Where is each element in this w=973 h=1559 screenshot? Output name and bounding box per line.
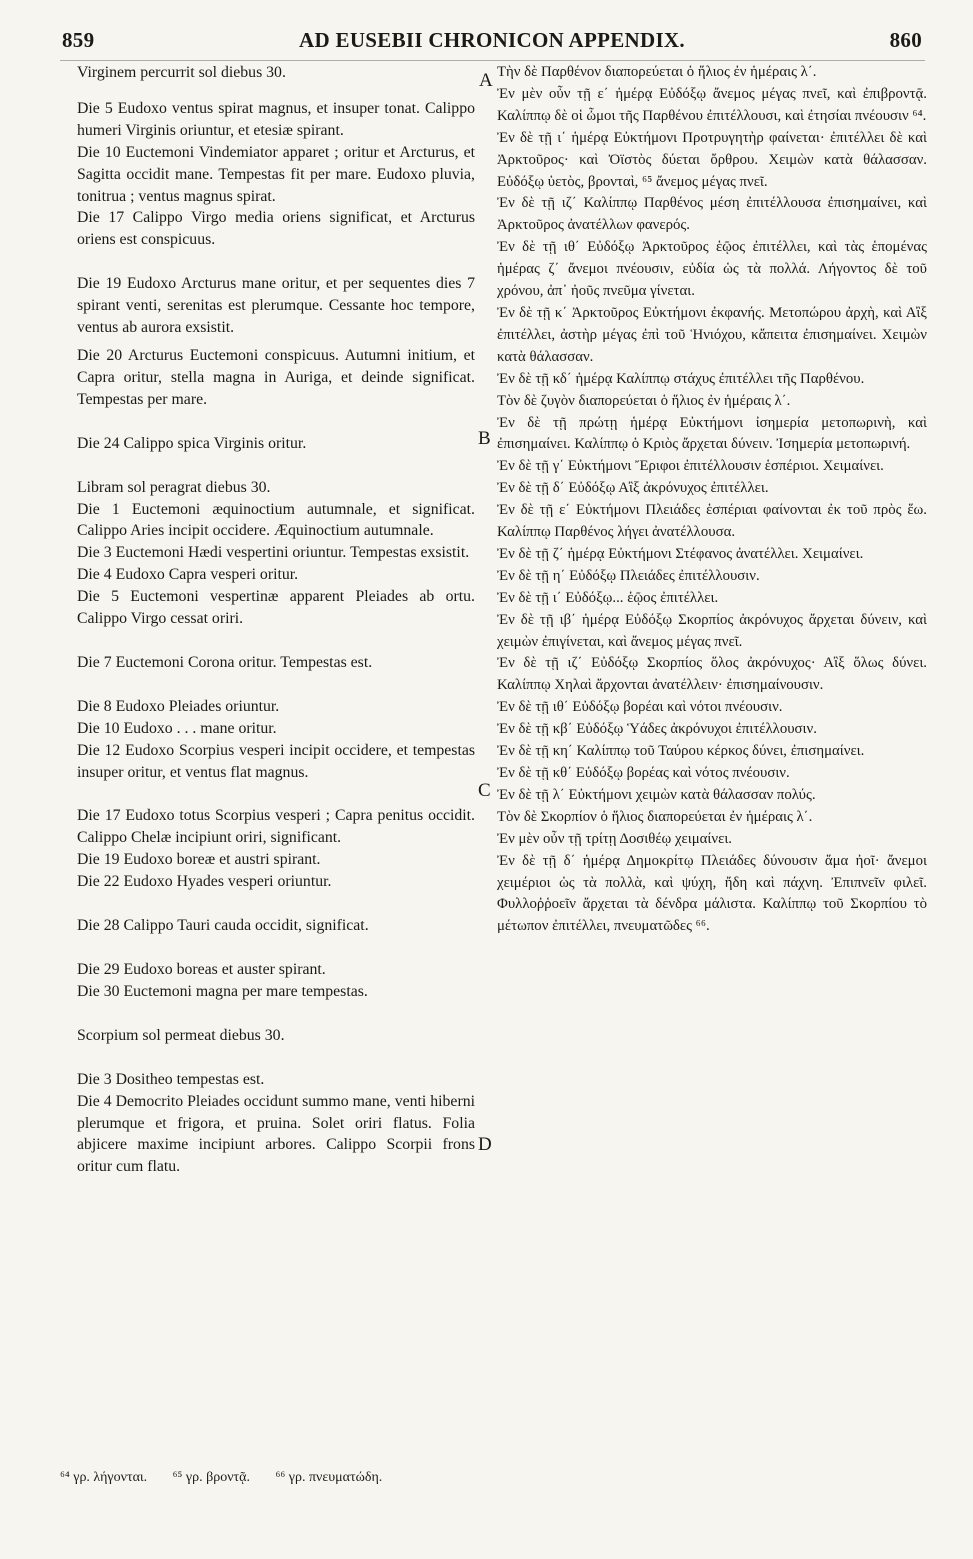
latin-paragraph: Die 4 Eudoxo Capra vesperi oritur. xyxy=(77,566,299,584)
greek-paragraph: Ἐν δὲ τῇ ε΄ Εὐκτήμονι Πλειάδες ἑσπέριαι φαίνονται ἐκ τοῦ πρὸς ἕω. Καλίππῳ Παρθένος λήγει ἀνατέλλουσα. xyxy=(497,502,927,541)
footnote: ⁶⁴ γρ. λήγονται. xyxy=(60,1470,148,1485)
greek-paragraph: Ἐν δὲ τῇ κθ΄ Εὐδόξῳ βορέας καὶ νότος πνέουσιν. xyxy=(497,765,790,781)
latin-paragraph: Scorpium sol permeat diebus 30. xyxy=(77,1026,285,1044)
latin-paragraph: Die 22 Eudoxo Hyades vesperi oriuntur. xyxy=(77,873,332,891)
section-marker-b: B xyxy=(478,428,491,449)
greek-paragraph: Τὸν δὲ ζυγὸν διαπορεύεται ὁ ἥλιος ἐν ἡμέραις λ΄. xyxy=(497,392,791,409)
greek-paragraph: Ἐν δὲ τῇ ιβ΄ ἡμέρᾳ Εὐδόξῳ Σκορπίος ἀκρόνυχος ἄρχεται δύνειν, καὶ χειμὼν ἐπιγίνεται, καὶ ἄνεμος μέγας πνεῖ. xyxy=(497,611,927,650)
latin-paragraph: Die 30 Euctemoni magna per mare tempestas. xyxy=(77,982,368,1000)
latin-paragraph: Die 17 Eudoxo totus Scorpius vesperi ; Capra penitus occidit. Calippo Chelæ incipiunt oriri, significant. xyxy=(77,807,475,847)
latin-paragraph: Die 3 Euctemoni Hædi vespertini oriuntur. Tempestas exsistit. xyxy=(77,544,470,562)
latin-paragraph: Die 7 Euctemoni Corona oritur. Tempestas est. xyxy=(77,653,373,671)
latin-paragraph: Die 28 Calippo Tauri cauda occidit, significat. xyxy=(77,917,369,935)
greek-paragraph: Τὴν δὲ Παρθένον διαπορεύεται ὁ ἥλιος ἐν ἡμέραις λ΄. xyxy=(497,64,817,80)
footnote: ⁶⁶ γρ. πνευματώδη. xyxy=(275,1470,383,1485)
greek-paragraph: Ἐν δὲ τῇ δ΄ Εὐδόξῳ Αἲξ ἀκρόνυχος ἐπιτέλλει. xyxy=(497,480,769,497)
footnotes xyxy=(60,1468,660,1488)
latin-paragraph: Die 3 Dositheo tempestas est. xyxy=(77,1070,265,1088)
latin-paragraph: Die 17 Calippo Virgo media oriens significat, et Arcturus oriens est conspicuus. xyxy=(77,209,475,249)
greek-paragraph: Ἐν δὲ τῇ ιθ΄ Εὐδόξῳ Ἀρκτοῦρος ἑῷος ἐπιτέλλει, καὶ τὰς ἑπομένας ἡμέρας ζ΄ ἄνεμοι πνέουσιν, εὐδία ὡς τὰ πολλά. Λήγοντος δὲ τοῦ χρόνου, ἀπ᾽ ἠοῦς πνεῦμα γίνεται. xyxy=(497,239,927,300)
greek-paragraph: Ἐν δὲ τῇ ι΄ ἡμέρᾳ Εὐκτήμονι Προτρυγητὴρ φαίνεται· ἐπιτέλλει δὲ καὶ Ἀρκτοῦρος· καὶ Ὀϊστὸς δύεται ὄρθρου. Χειμὼν κατὰ θάλασσαν. Εὐδόξῳ ὑετὸς, βρονταὶ, ⁶⁵ ἄνεμος μέγας πνεῖ. xyxy=(497,129,927,190)
latin-paragraph: Die 5 Eudoxo ventus spirat magnus, et insuper tonat. Calippo humeri Virginis oriuntur, et etesiæ spirant. xyxy=(77,99,475,139)
greek-paragraph: Ἐν δὲ τῇ κη΄ Καλίππῳ τοῦ Ταύρου κέρκος δύνει, ἐπισημαίνει. xyxy=(497,743,865,760)
page-number-right: 860 xyxy=(889,28,922,52)
greek-paragraph: Ἐν δὲ τῇ κδ΄ ἡμέρᾳ Καλίππῳ στάχυς ἐπιτέλλει τῆς Παρθένου. xyxy=(497,370,865,387)
greek-paragraph: Ἐν δὲ τῇ ι΄ Εὐδόξῳ... ἑῷος ἐπιτέλλει. xyxy=(497,589,719,606)
page-title: AD EUSEBII CHRONICON APPENDIX. xyxy=(299,28,685,52)
greek-paragraph: Τὸν δὲ Σκορπίον ὁ ἥλιος διαπορεύεται ἐν ἡμέραις λ΄. xyxy=(497,808,813,825)
latin-paragraph: Virginem percurrit sol diebus 30. xyxy=(77,64,286,81)
greek-paragraph: Ἐν μὲν οὖν τῇ τρίτῃ Δοσιθέῳ χειμαίνει. xyxy=(497,830,732,847)
footnote: ⁶⁵ γρ. βροντᾷ. xyxy=(172,1470,251,1485)
greek-paragraph: Ἐν δὲ τῇ κβ΄ Εὐδόξῳ Ὑάδες ἀκρόνυχοι ἐπιτέλλουσιν. xyxy=(497,721,817,738)
latin-paragraph: Die 10 Euctemoni Vindemiator apparet ; oritur et Arcturus, et Sagitta occidit mane. Tempestas fit per mare. Eudoxo pluvia, tonitrua ; ventus magnus spirat. xyxy=(77,143,475,205)
latin-paragraph: Die 19 Eudoxo Arcturus mane oritur, et per sequentes dies 7 spirant venti, serenitas est plerumque. Cessante hoc tempore, ventus ab aurora exsistit. xyxy=(77,275,475,337)
latin-paragraph: Die 5 Euctemoni vespertinæ apparent Pleiades ab ortu. Calippo Virgo cessat oriri. xyxy=(77,588,475,628)
greek-paragraph: Ἐν δὲ τῇ η΄ Εὐδόξῳ Πλειάδες ἐπιτέλλουσιν. xyxy=(497,567,760,584)
greek-paragraph: Ἐν μὲν οὖν τῇ ε΄ ἡμέρᾳ Εὐδόξῳ ἄνεμος μέγας πνεῖ, καὶ ἐπιβροντᾷ. Καλίππῳ δὲ οἱ ὦμοι τῆς Παρθένου ἐπιτέλλουσι, καὶ ἐτησίαι πνέουσιν ⁶⁴. xyxy=(497,85,927,124)
greek-paragraph: Ἐν δὲ τῇ ιζ΄ Καλίππῳ Παρθένος μέση ἐπιτέλλουσα ἐπισημαίνει, καὶ Ἀρκτοῦρος ἀνατέλλων φανερός. xyxy=(497,195,927,234)
greek-paragraph: Ἐν δὲ τῇ ζ΄ ἡμέρᾳ Εὐκτήμονι Στέφανος ἀνατέλλει. Χειμαίνει. xyxy=(497,545,864,562)
page-number-left: 859 xyxy=(62,28,95,52)
latin-column xyxy=(77,62,475,1178)
latin-paragraph: Die 20 Arcturus Euctemoni conspicuus. Autumni initium, et Capra oritur, stella magna in Auriga, et deinde significat. Tempestas per mare. xyxy=(77,346,475,408)
section-marker-d: D xyxy=(478,1134,492,1155)
latin-paragraph: Die 29 Eudoxo boreas et auster spirant. xyxy=(77,961,326,978)
greek-paragraph: Ἐν δὲ τῇ γ΄ Εὐκτήμονι Ἔριφοι ἐπιτέλλουσιν ἑσπέριοι. Χειμαίνει. xyxy=(497,458,884,475)
latin-paragraph: Libram sol peragrat diebus 30. xyxy=(77,478,271,496)
latin-paragraph: Die 24 Calippo spica Virginis oritur. xyxy=(77,434,307,452)
greek-paragraph: Ἐν δὲ τῇ δ΄ ἡμέρᾳ Δημοκρίτῳ Πλειάδες δύνουσιν ἅμα ἠοῖ· ἄνεμοι χειμέριοι ὡς τὰ πολλὰ, καὶ ψύχη, ἤδη καὶ πάχνη. Ἐπιπνεῖν φιλεῖ. Φυλλοῤῥοεῖν ἄρχεται τὰ δένδρα μάλιστα. Καλίππῳ τοῦ Σκορπίου τὸ μέτωπον ἐπιτέλλει, πνευματῶδες ⁶⁶. xyxy=(497,852,927,935)
latin-paragraph: Die 19 Eudoxo boreæ et austri spirant. xyxy=(77,851,321,869)
greek-paragraph: Ἐν δὲ τῇ ιθ΄ Εὐδόξῳ βορέαι καὶ νότοι πνέουσιν. xyxy=(497,699,783,716)
greek-paragraph: Ἐν δὲ τῇ κ΄ Ἀρκτοῦρος Εὐκτήμονι ἐκφανής. Μετοπώρου ἀρχὴ, καὶ Αἲξ ἐπιτέλλει, ἀστὴρ μέγας ἐπὶ τοῦ Ἡνιόχου, κἄπειτα ἐπισημαίνει. Χειμὼν κατὰ θάλασσαν. xyxy=(497,304,927,365)
latin-paragraph: Die 4 Democrito Pleiades occidunt summo mane, venti hiberni plerumque et frigora, et pruina. Solet oriri flatus. Folia abjicere maxime incipiunt arbores. Calippo Scorpii frons oritur cum flatu. xyxy=(77,1092,475,1176)
greek-paragraph: Ἐν δὲ τῇ πρώτῃ ἡμέρᾳ Εὐκτήμονι ἰσημερία μετοπωρινὴ, καὶ ἐπισημαίνει. Καλίππῳ ὁ Κριὸς ἄρχεται δύνειν. Ἰσημερία μετοπωρινή. xyxy=(497,414,927,453)
latin-paragraph: Die 1 Euctemoni æquinoctium autumnale, et significat. Calippo Aries incipit occidere. Æquinoctium autumnale. xyxy=(77,500,475,540)
section-marker-c: C xyxy=(478,780,491,801)
latin-paragraph: Die 12 Eudoxo Scorpius vesperi incipit occidere, et tempestas insuper oritur, et ventus flat magnus. xyxy=(77,741,475,781)
greek-paragraph: Ἐν δὲ τῇ λ΄ Εὐκτήμονι χειμὼν κατὰ θάλασσαν πολύς. xyxy=(497,786,816,803)
greek-column xyxy=(497,62,927,938)
section-marker-a: A xyxy=(479,70,493,91)
latin-paragraph: Die 8 Eudoxo Pleiades oriuntur. xyxy=(77,697,280,715)
latin-paragraph: Die 10 Eudoxo . . . mane oritur. xyxy=(77,719,277,737)
running-header xyxy=(62,28,922,58)
header-rule xyxy=(60,60,925,61)
greek-paragraph: Ἐν δὲ τῇ ιζ΄ Εὐδόξῳ Σκορπίος ὅλος ἀκρόνυχος· Αἲξ ὅλως δύνει. Καλίππῳ Χηλαὶ ἄρχονται ἀνατέλλειν· ἐπισημαίνουσιν. xyxy=(497,655,927,694)
